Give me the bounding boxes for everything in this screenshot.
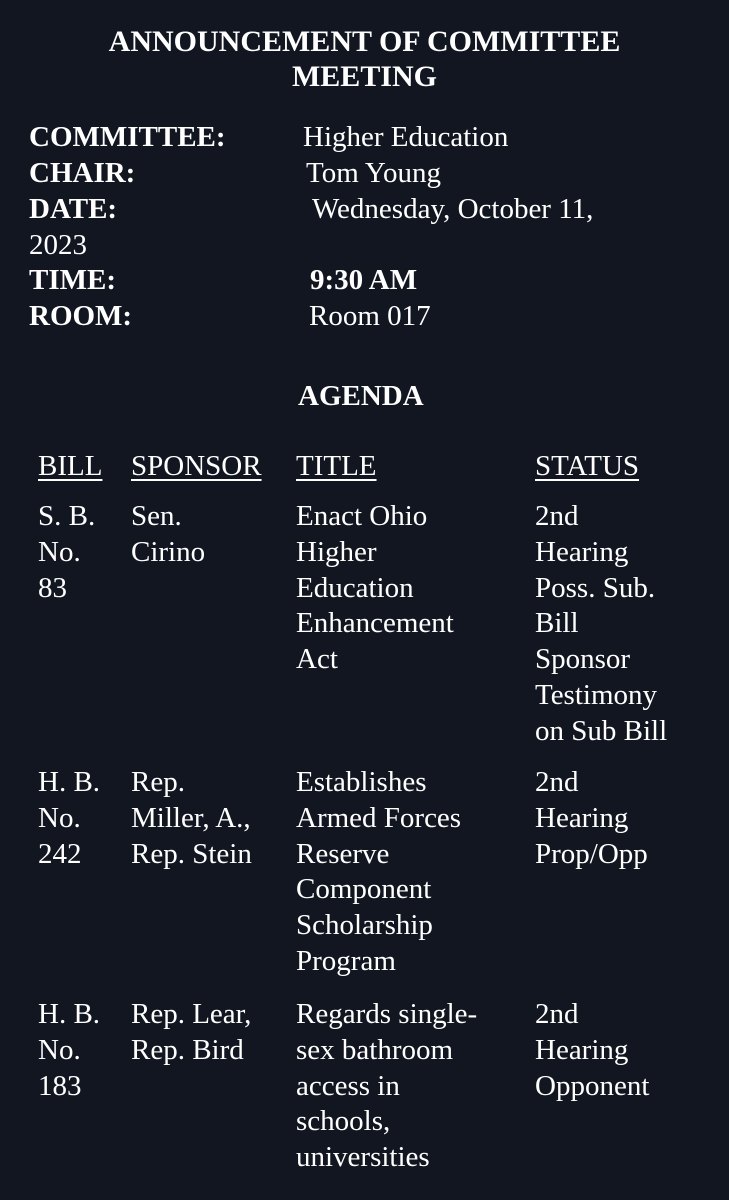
room-value: Room 017 <box>309 300 431 332</box>
column-header-bill: BILL <box>38 450 103 482</box>
bill-text: No. <box>38 535 81 568</box>
date-value: Wednesday, October 11, <box>312 193 594 225</box>
committee-value: Higher Education <box>303 121 509 153</box>
committee-label: COMMITTEE: <box>29 121 226 153</box>
title-text: access in <box>296 1069 400 1102</box>
status-text: Poss. Sub. <box>535 571 656 604</box>
title-text: Establishes <box>296 766 427 798</box>
time-label: TIME: <box>29 264 116 296</box>
title-text: universities <box>296 1141 430 1174</box>
column-header-title: TITLE <box>296 450 377 482</box>
sponsor-text: Rep. <box>131 766 185 798</box>
bill-text: H. B. <box>38 998 101 1030</box>
bill-text: No. <box>38 801 81 834</box>
sponsor-text: Rep. Bird <box>131 1033 244 1066</box>
sponsor-text: Rep. Stein <box>131 837 252 870</box>
status-text: Prop/Opp <box>535 837 648 870</box>
status-cell <box>535 499 725 750</box>
bill-text: 183 <box>38 1069 82 1102</box>
title-text: Education <box>296 571 414 604</box>
status-text: Sponsor <box>535 643 631 676</box>
title-text: sex bathroom <box>296 1033 454 1066</box>
bill-text: 242 <box>38 837 82 870</box>
title-text: Regards single- <box>296 998 478 1030</box>
status-text: Bill <box>535 607 579 640</box>
title-cell <box>296 765 526 980</box>
date-label: DATE: <box>29 193 118 225</box>
title-text: Enact Ohio <box>296 500 428 532</box>
bill-text: H. B. <box>38 766 101 798</box>
sponsor-text: Sen. <box>131 500 182 532</box>
status-text: Hearing <box>535 1033 629 1066</box>
status-text: Testimony <box>535 678 658 711</box>
status-text: on Sub Bill <box>535 714 668 747</box>
title-text: Enhancement <box>296 607 454 640</box>
bill-cell <box>38 765 128 872</box>
status-text: Hearing <box>535 535 629 568</box>
status-text: 2nd <box>535 998 579 1030</box>
status-text: 2nd <box>535 766 579 798</box>
title-cell <box>296 997 526 1176</box>
title-text: Component <box>296 873 432 906</box>
column-header-sponsor: SPONSOR <box>131 450 262 482</box>
status-text: Hearing <box>535 801 629 834</box>
bill-text: 83 <box>38 571 67 604</box>
sponsor-text: Miller, A., <box>131 801 251 834</box>
date-year: 2023 <box>29 229 87 261</box>
bill-text: S. B. <box>38 500 96 532</box>
status-text: Opponent <box>535 1069 650 1102</box>
column-header-status: STATUS <box>535 450 640 482</box>
bill-cell <box>38 499 128 606</box>
sponsor-text: Cirino <box>131 535 206 568</box>
bill-cell <box>38 997 128 1104</box>
chair-label: CHAIR: <box>29 157 136 189</box>
heading-line-2: MEETING <box>291 60 438 93</box>
status-cell <box>535 765 725 872</box>
meeting-details <box>0 0 729 340</box>
sponsor-text: Rep. Lear, <box>131 998 252 1030</box>
sponsor-cell <box>131 499 291 571</box>
time-value: 9:30 AM <box>310 264 418 296</box>
title-text: Scholarship <box>296 909 433 942</box>
title-text: Program <box>296 944 396 977</box>
title-text: schools, <box>296 1105 391 1138</box>
room-label: ROOM: <box>29 300 133 332</box>
title-cell <box>296 499 526 678</box>
heading-line-1: ANNOUNCEMENT OF COMMITTEE <box>108 25 621 58</box>
status-cell <box>535 997 725 1104</box>
status-text: 2nd <box>535 500 579 532</box>
chair-value: Tom Young <box>306 157 441 189</box>
bill-text: No. <box>38 1033 81 1066</box>
title-text: Higher <box>296 535 377 568</box>
title-text: Armed Forces <box>296 801 462 834</box>
title-text: Reserve <box>296 837 390 870</box>
sponsor-cell <box>131 765 291 872</box>
title-text: Act <box>296 643 338 676</box>
sponsor-cell <box>131 997 291 1069</box>
agenda-title: AGENDA <box>298 380 424 412</box>
